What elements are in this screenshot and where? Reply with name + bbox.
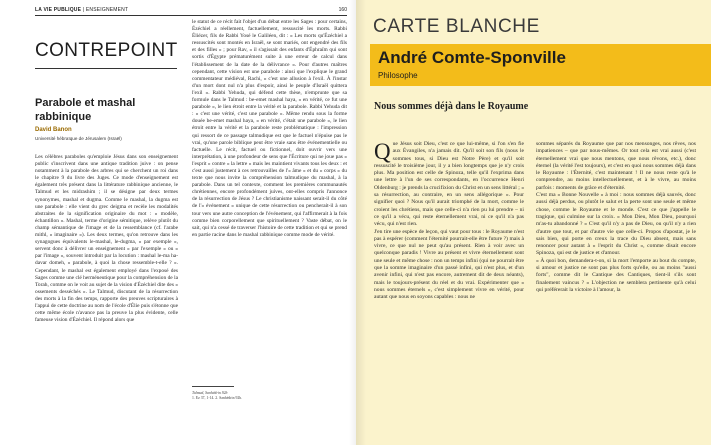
footnote-source: Talmud, Sanhédrin 92b: [192, 391, 228, 395]
header-subsection: ENSEIGNEMENT: [85, 7, 129, 13]
paragraph-text: ue Jésus soit Dieu, c'est ce que lui-même, si l'on s'en fie aux Évangiles, n'a jamais dit. Qu'il soit son fils (nous le sommes tous, si Dieu est Notre Père) et qu'il soit ressuscité le troisième jour, il y a bien longtemps que je n'y crois plus. Ma position est celle de Spinoza, telle qu'il l'exprima dans une lettre à l'un de ses correspondants, en l'occurrence Henri Oldenburg : je prends la crucifixion du Christ en un sens littéral ; « sa résurrection, au contraire, en un sens allégorique ». Pour signifier quoi ? Nous qu'il aurait triomphé de la mort, comme le croient les chrétiens, mais que celle-ci n'a rien pu lui prendre – ni ce qu'il a vécu, qui reste éternellement vrai, ni ce qu'il n'a pas vécu, qui n'est rien.: [374, 141, 524, 228]
author-affiliation: Université hébraïque de Jérusalem (Israël): [35, 136, 122, 141]
section-title-carte-blanche: CARTE BLANCHE: [373, 16, 540, 37]
drop-cap: Q: [374, 139, 391, 164]
banner-author-name: André Comte-Sponville: [378, 48, 566, 67]
title-rule: [35, 68, 177, 69]
paragraph: [374, 141, 524, 229]
left-column-2-text: le statut de ce récit fait l'objet d'un débat entre les Sages : pour certains, Ézéchiel a réellement, factuellement, ressuscité les morts. Rabbi Éliézer, fils de Rabbi Yosé le Galiléen, dit : « Les morts qu'Ézéchiel a ressuscités sont montés en Israël, se sont mariés, ont engendré des fils et des filles » ; pour Rav, « il s'agissait des enfants d'Éphraïm qui sont sortis d'Égypte prématurément suite à une erreur de calcul dans l'établissement de la date de la délivrance ». Pour d'autres maîtres cependant, cette vision est une parabole : ainsi que l'explique le grand commentateur médiéval, Rachi, « c'est une allusion à l'exil. À l'instar d'un mort dont nul n'a plus d'espoir, ainsi le peuple d'Israël quittera l'exil ». Rabbi Yehuda, qui défend cette thèse, n'emprunte que sa formule dans le Talmud : be-emet mashal haya, « en vérité, ce fut une parabole », le lien étroit entre la vérité et la parabole. Rabbi Yehuda dit : « c'est une vérité, c'est une parabole ». Même rendu sous la forme douée be-emet mashal haya, « en vérité, c'était une parabole », le lien étroit entre la vérité et la parabole reste problématique : l'impression qui ressort de ce passage talmudique est que le factuel n'épuise pas le vrai, qu'une parole biblique peut être vraie sans être événementielle ou factuelle. Le récit, factuel ou fictionnel, doit ouvrir vers une interprétation, à une profondeur de sens que l'Écriture qui ne joue pas « l'esprit » contre « la lettre » mais les maintient vivants tous les deux : et c'est aussi justement à ces retrouvailles de l'« âme » et du « corps » du texte que nous invite la compréhension talmudique du mashal, à la parabole. Dans un tel contexte, comment les premières communautés chrétiennes, encore profondément juives, ont-elles compris l'annonce de la résurrection de Jésus ? Le christianisme naissant serait-il du côté de l'« événement » unique de cette résurrection ou pencherait-il à son tour vers une autre conception de l'événement, qui l'affirmerait à la fois comme bien corporellement que spirituellement ? Vaste débat, on le sait, qui n'a cessé de traverser l'histoire de cette tradition et qui se prend en partie racine dans le mashal rabbinique comme mode de vérité.: [192, 19, 347, 238]
section-title-contrepoint: CONTREPOINT: [35, 40, 178, 61]
left-column-1-text: Les célèbres paraboles qu'emploie Jésus dans son enseignement public s'inscrivent dans une antique tradition juive : on pense notamment à la parabole des arbres qui se cherchent un roi dans le chapitre 9 du livre des Juges. Ce mode d'enseignement est également très présent dans la littérature rabbinique ancienne, le Talmud et les midrashim ; il se désigne par deux termes synonymes, mashal et dugma. Comme le mashal, la dugma est une parabole : elle vient du grec deigma et recèle les modalités abstraites de la signification originaire du mot : « modèle, échantillon ». Mashal, terme d'origine sémitique, relève plutôt du champ sémantique de l'image et de la ressemblance (cf. l'arabe mithl, « imaginaire »). Les deux termes, qu'on retrouve dans les synagogues équivalents le-mashal, le-dugma, « par exemple », servent donc à délivrer un enseignement « par l'exemple » ou « par l'image », souvent introduit par la locution : mashal le-ma ha-davar domeh, « parabole, à quoi la chose ressemble-t-elle ? ». Cependant, le mashal est également employé dans l'exposé des Sages comme une clé herméneutique pour la compréhension de la Torah, comme on le voit au sujet de la vision d'Ézéchiel dite des « ossements desséchés ». Le Talmud, discutant de la résurrection des morts à la fin des temps, rapporte des preuves scripturaires à l'appui de cette doctrine au nom de l'école d'Élie puis s'étonne que cette même école n'avance pas la preuve la plus évidente, celle fameuse vision d'Ézéchiel. Il répond alors que: [35, 154, 178, 324]
paragraph: sommes séparés du Royaume que par nos mensonges, nos rêves, nos impatiences – que par nous-mêmes. Or tout cela est vrai aussi (c'est éternellement vrai que nous mentons, que nous rêvons, etc.), donc éternel (la vérité l'est toujours), et c'est en quoi nous sommes déjà dans le Royaume : l'Éternité, c'est maintenant ! Il ne nous reste qu'à le comprendre, au moins intellectuellement, et à le vivre, au moins parfois : moments de grâce et d'éternité.: [536, 141, 696, 191]
page-number: 160: [338, 7, 347, 13]
running-header: [35, 6, 347, 16]
paragraph: C'est ma « Bonne Nouvelle » à moi : nous sommes déjà sauvés, donc aussi déjà perdus, ou plutôt le salut et la perte sont une seule et même chose, comme le Royaume et le monde. C'est ce que j'appelle le tragique, qui culmine sur la croix. « Mon Dieu, Mon Dieu, pourquoi m'as-tu abandonné ? » C'est qu'il n'y a pas de Dieu, ou qu'il n'y a rien d'autre que tout, et par d'autre vie que celle-ci. Propos d'apostat, je le sais bien, qui porte en creux la trace du Dieu absent, mais sans renoncer pour autant à « l'esprit du Christ », comme disait encore Spinoza, qui est de justice et d'amour.: [536, 192, 696, 257]
right-column-2: [536, 141, 696, 294]
paragraph: « À quoi bon, demandera-t-on, si la mort l'emporte au bout du compte, si amour et justice ne sont pas plus forts qu'elle, ou au moins "aussi forts", comme dit le Cantique des Cantiques, tient-il s'ils sont finalement vaincus ? » L'objection ne semblera pertinente qu'à celui qui préférerait la victoire à l'amour, la: [536, 257, 696, 293]
article-title: Parabole et mashal rabbinique: [35, 97, 136, 123]
author-name: David Banon: [35, 127, 72, 133]
header-separator: |: [82, 7, 85, 13]
gutter-shadow: [349, 0, 356, 445]
footnote-rule: [192, 386, 234, 387]
footnote: [192, 391, 347, 401]
header-label: [35, 7, 128, 13]
footnote-refs: 1. Ez 37, 1-14. 2. Sanhédrin 92b.: [192, 396, 243, 400]
author-banner: [370, 44, 711, 86]
right-page: [356, 0, 711, 445]
right-article-title: Nous sommes déjà dans le Royaume: [374, 101, 529, 112]
banner-author-role: Philosophe: [378, 71, 418, 80]
paragraph: J'en tire une espèce de leçon, qui vaut pour tous : le Royaume n'est pas à espérer (comment l'éternité pourrait-elle être future ?) mais à vivre, ce que nul ne peut qu'au présent. Rien à voir avec un quelconque paradis ! Vivre au présent et vivre éternellement sont une seule et même chose : non un temps infini (qui ne pourrait être que la somme imaginaire d'un passé infini, qui n'est plus, et d'un avenir infini, qui n'est pas encore, autrement dit de deux néants), mais le toujours-présent du réel et du vrai. Expérimenter que « nous sommes éternels », c'est simplement vivre en vérité, pour autant que nous en soyons capables : nous ne: [374, 228, 524, 301]
right-column-1: [374, 141, 524, 302]
header-section: LA VIE PUBLIQUE: [35, 7, 82, 13]
gutter-shadow-right: [356, 0, 366, 445]
